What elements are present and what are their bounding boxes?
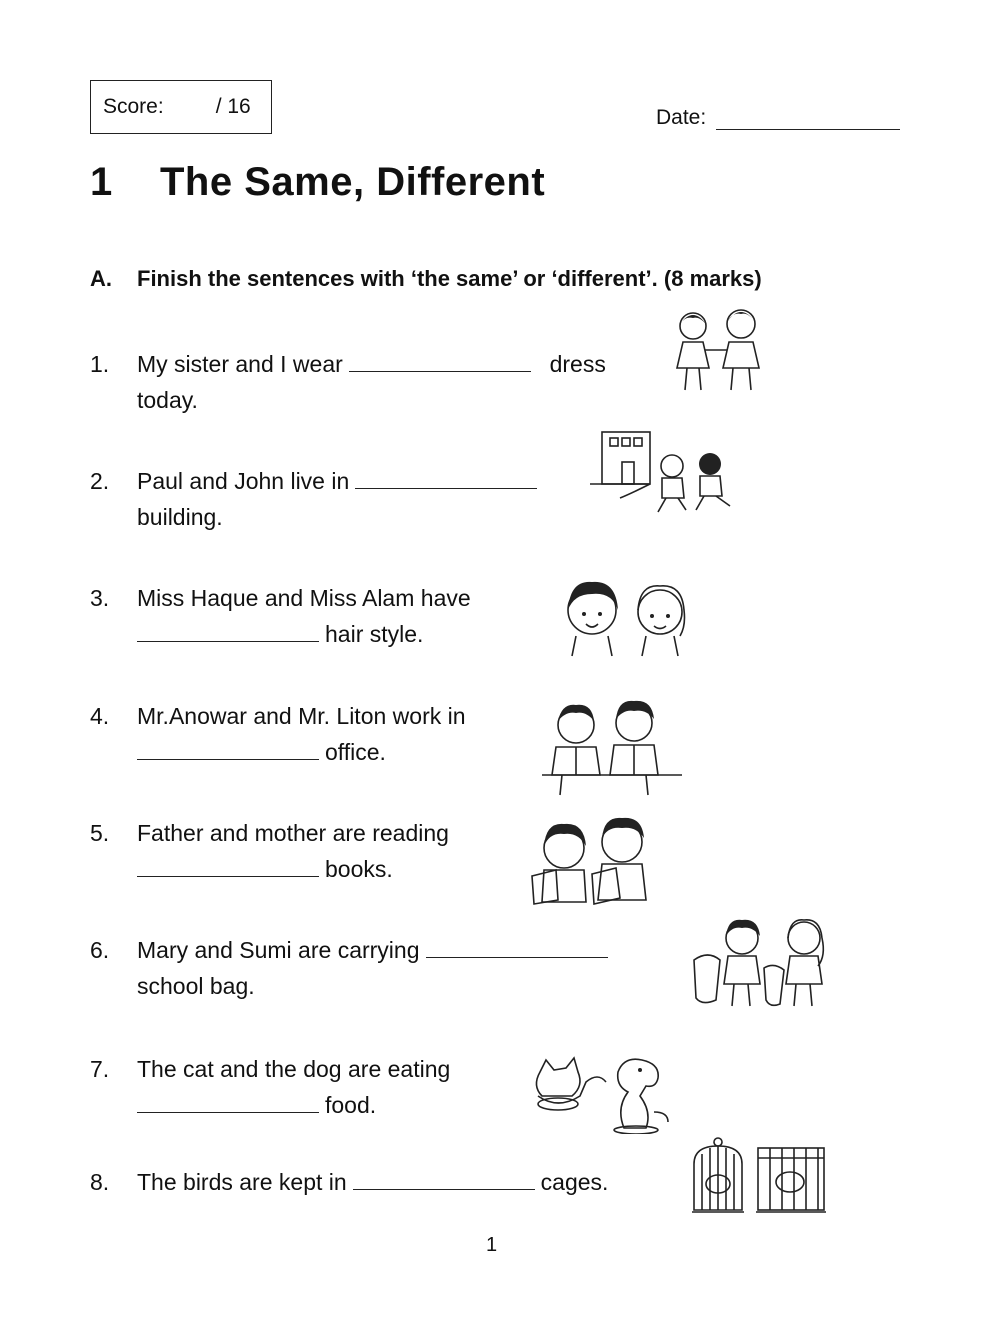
title-number: 1 — [90, 160, 113, 204]
date-label: Date: — [656, 106, 707, 129]
question-number: 3. — [90, 585, 110, 611]
question-before: My sister and I wear — [137, 351, 343, 377]
parents-reading-books-icon — [528, 816, 654, 906]
answer-blank[interactable] — [137, 617, 319, 642]
answer-blank[interactable] — [137, 735, 319, 760]
title-text: The Same, Different — [160, 160, 546, 204]
question-text — [137, 698, 466, 770]
question-number: 8. — [90, 1169, 110, 1195]
question-text — [137, 1051, 450, 1123]
page-number: 1 — [486, 1234, 498, 1256]
page-title — [90, 160, 545, 205]
score-label: Score: — [103, 95, 164, 118]
question-text — [137, 346, 606, 418]
birds-in-cages-icon — [688, 1134, 830, 1216]
question-text — [137, 815, 449, 887]
question-before: Father and mother are reading — [137, 820, 449, 846]
cat-and-dog-eating-icon — [528, 1052, 674, 1134]
question-number: 7. — [90, 1056, 110, 1082]
two-girls-holding-hands-icon — [665, 302, 775, 398]
answer-blank[interactable] — [353, 1165, 535, 1190]
question-before: The cat and the dog are eating — [137, 1056, 451, 1082]
question-number: 4. — [90, 703, 110, 729]
question-after: dress — [549, 351, 606, 377]
question-line2: office. — [325, 739, 386, 765]
score-box — [90, 80, 272, 134]
date-blank[interactable] — [716, 107, 900, 130]
question-line2: school bag. — [137, 973, 255, 999]
date-field — [656, 106, 900, 130]
question-before: Mr.Anowar and Mr. Liton work in — [137, 703, 466, 729]
question-line2: books. — [325, 856, 393, 882]
question-after: cages. — [540, 1169, 609, 1195]
question-number: 6. — [90, 937, 110, 963]
answer-blank[interactable] — [349, 347, 531, 372]
answer-blank[interactable] — [137, 852, 319, 877]
question-line2: hair style. — [325, 621, 424, 647]
answer-blank[interactable] — [137, 1088, 319, 1113]
question-before: Paul and John live in — [137, 468, 350, 494]
two-men-at-desk-icon — [542, 697, 684, 797]
girls-carrying-bags-icon — [690, 916, 844, 1012]
question-number: 2. — [90, 468, 110, 494]
question-number: 1. — [90, 351, 110, 377]
section-letter: A. — [90, 266, 112, 291]
question-text — [137, 1164, 608, 1200]
question-text — [137, 463, 543, 535]
score-total: / 16 — [215, 95, 251, 118]
answer-blank[interactable] — [355, 464, 537, 489]
section-heading — [90, 266, 762, 292]
answer-blank[interactable] — [426, 933, 608, 958]
question-text — [137, 580, 471, 652]
two-women-faces-icon — [560, 576, 692, 658]
question-line2: today. — [137, 387, 198, 413]
question-before: The birds are kept in — [137, 1169, 347, 1195]
section-instruction: Finish the sentences with ‘the same’ or ‘different’. (8 marks) — [137, 266, 762, 291]
question-before: Miss Haque and Miss Alam have — [137, 585, 471, 611]
question-line2: building. — [137, 504, 223, 530]
question-before: Mary and Sumi are carrying — [137, 937, 420, 963]
question-line2: food. — [325, 1092, 377, 1118]
boys-walking-to-building-icon — [590, 428, 740, 518]
question-text — [137, 932, 614, 1004]
question-number: 5. — [90, 820, 110, 846]
